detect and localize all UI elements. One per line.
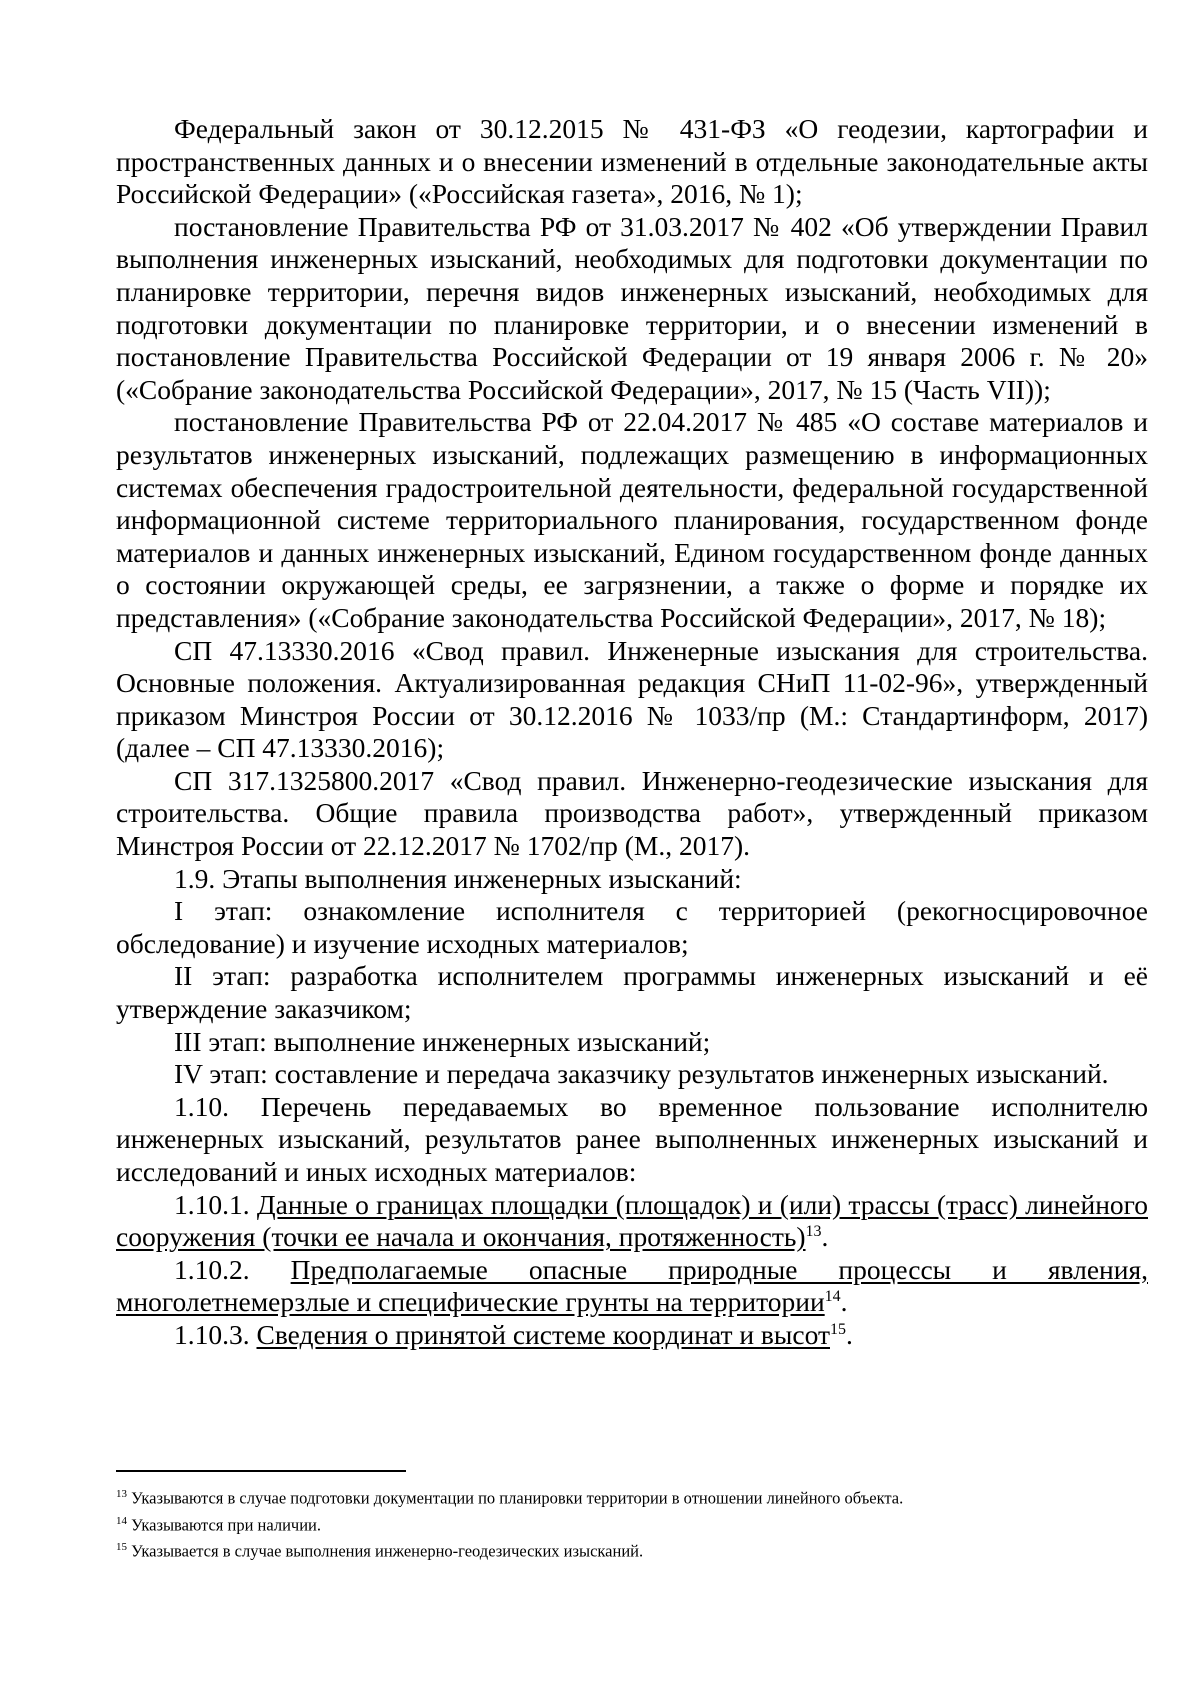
- footnote-15: [116, 1536, 1148, 1563]
- footnote-text: Указываются при наличии.: [127, 1515, 321, 1534]
- footnote-number: 13: [116, 1488, 127, 1500]
- item-1-10-2: [116, 1254, 1148, 1319]
- footnote-number: 14: [116, 1514, 127, 1527]
- footnotes: [116, 1483, 1148, 1563]
- paragraph-sp-317: СП 317.1325800.2017 «Свод правил. Инженерно-геодезические изыскания для строительства. Общие правила производства работ», утвержденный приказом Минстроя России от 22.12.2017 № 1702/пр (М., 2017).: [116, 764, 1148, 862]
- stage-1: I этап: ознакомление исполнителя с территорией (рекогносцировочное обследование) и изучение исходных материалов;: [116, 895, 1148, 959]
- footnote-reference: 14: [824, 1288, 841, 1306]
- footnote-text: Указываются в случае подготовки документации по планировки территории в отношении линейного объекта.: [127, 1488, 904, 1508]
- paragraph-resolution-402: постановление Правительства РФ от 31.03.2017 № 402 «Об утверждении Правил выполнения инженерных изысканий, необходимых для подготовки документации по планировке территории, перечня видов инженерных изысканий, необходимых для подготовки документации по планировке территории, и о внесении изменений в постановление Правительства Российской Федерации от 19 января 2006 г. № 20» («Собрание законодательства Российской Федерации», 2017, № 15 (Часть VII));: [116, 210, 1148, 405]
- footnote-number: 15: [116, 1541, 127, 1553]
- item-text: Предполагаемые опасные природные процессы и явления, многолетнемерзлые и специфические грунты на территории: [116, 1253, 1148, 1318]
- item-number: 1.10.2.: [174, 1253, 291, 1285]
- footnote-text: Указывается в случае выполнения инженерно-геодезических изысканий.: [127, 1541, 644, 1561]
- item-1-10-3: [116, 1319, 1148, 1352]
- document-body: [116, 113, 1148, 1352]
- stage-4: IV этап: составление и передача заказчику результатов инженерных изысканий.: [174, 1058, 1109, 1090]
- section-heading-1-10: 1.10. Перечень передаваемых во временное пользование исполнителю инженерных изысканий, результатов ранее выполненных инженерных изысканий и исследований и иных исходных материалов:: [116, 1090, 1148, 1187]
- item-end: .: [821, 1221, 829, 1253]
- paragraph-sp-47: СП 47.13330.2016 «Свод правил. Инженерные изыскания для строительства. Основные положения. Актуализированная редакция СНиП 11-02-96», утвержденный приказом Минстроя России от 30.12.2016 № 1033/пр (М.: Стандартинформ, 2017) (далее – СП 47.13330.2016);: [116, 634, 1148, 764]
- item-number: 1.10.3.: [174, 1318, 257, 1350]
- footnote-separator: [116, 1470, 406, 1472]
- item-1-10-1: [116, 1189, 1148, 1254]
- stage-3: III этап: выполнение инженерных изысканий;: [174, 1025, 711, 1057]
- footnote-reference: 15: [830, 1320, 846, 1338]
- paragraph-resolution-485: постановление Правительства РФ от 22.04.2017 № 485 «О составе материалов и результатов инженерных изысканий, подлежащих размещению в информационных системах обеспечения градостроительной деятельности, федеральной государственной информационной системе территориального планирования, государственном фонде материалов и данных инженерных изысканий, Едином государственном фонде данных о состоянии окружающей среды, ее загрязнении, а также о форме и порядке их представления» («Собрание законодательства Российской Федерации», 2017, № 18);: [116, 406, 1148, 633]
- paragraph-federal-law: Федеральный закон от 30.12.2015 № 431-ФЗ «О геодезии, картографии и пространственных данных и о внесении изменений в отдельные законодательные акты Российской Федерации» («Российская газета», 2016, № 1);: [116, 113, 1148, 210]
- section-heading-1-9: 1.9. Этапы выполнения инженерных изысканий:: [174, 862, 742, 894]
- item-number: 1.10.1.: [174, 1188, 257, 1220]
- item-end: .: [840, 1286, 848, 1318]
- item-text: Сведения о принятой системе координат и высот: [256, 1318, 830, 1350]
- item-text: Данные о границах площадки (площадок) и (или) трассы (трасс) линейного сооружения (точки ее начала и окончания, протяженность): [116, 1188, 1148, 1253]
- footnote-13: [116, 1483, 1148, 1510]
- item-end: .: [846, 1318, 853, 1350]
- footnote-reference: 13: [805, 1223, 822, 1241]
- footnote-14: [116, 1510, 1148, 1537]
- stage-2: II этап: разработка исполнителем программы инженерных изысканий и её утверждение заказчиком;: [116, 960, 1148, 1025]
